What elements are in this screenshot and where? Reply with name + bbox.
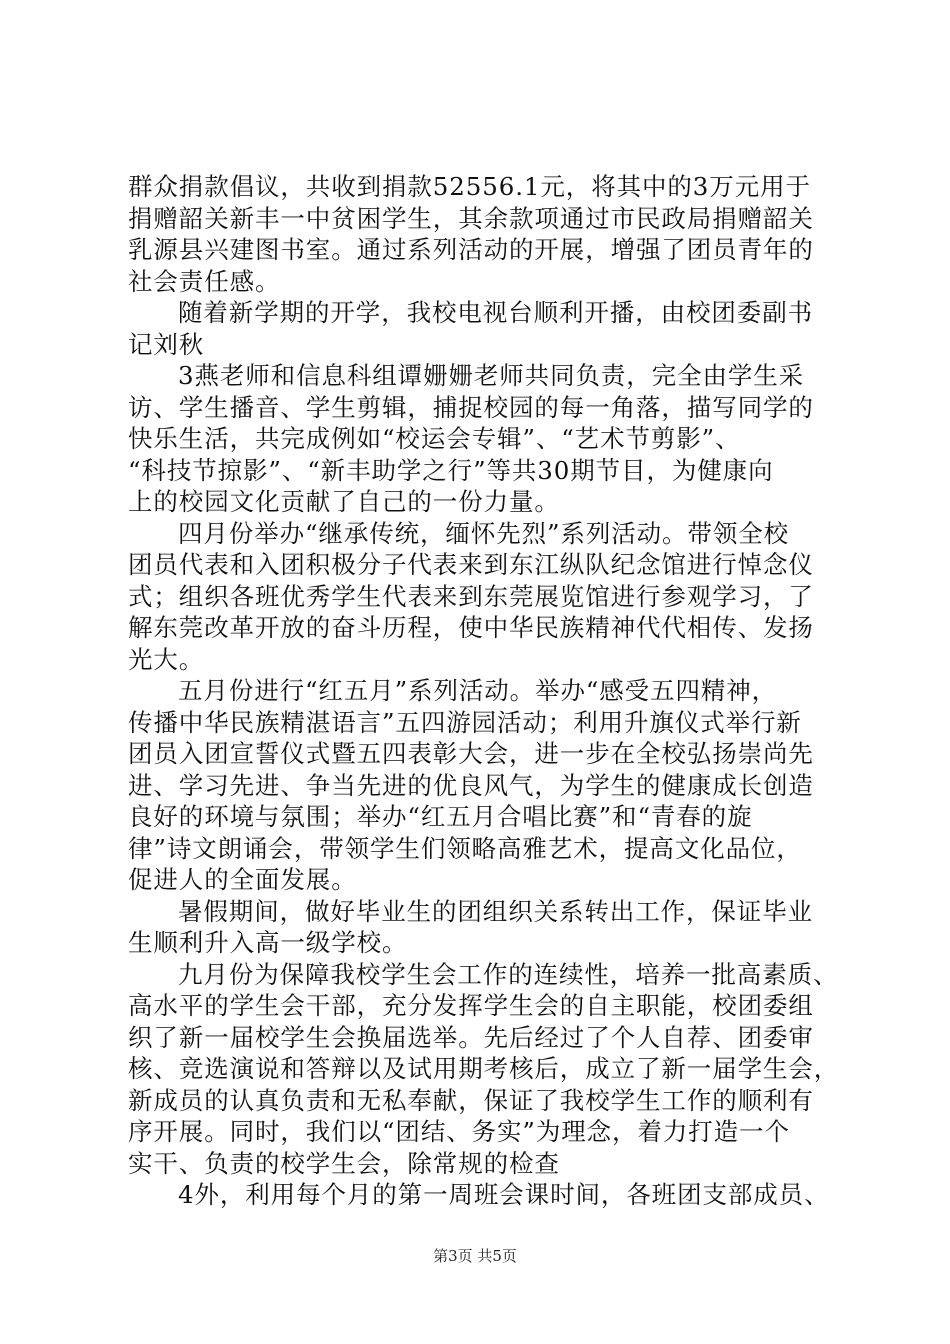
- text-line: 高水平的学生会干部，充分发挥学生会的自主职能，校团委组: [128, 991, 814, 1020]
- text-line: 社会责任感。: [128, 266, 281, 296]
- text-line: 新成员的认真负责和无私奉献，保证了我校学生工作的顺利有: [128, 1085, 814, 1115]
- text-line: 促进人的全面发展。: [128, 865, 357, 894]
- text-line: “科技节掠影”、“新丰助学之行”等共30期节目，为健康向: [128, 455, 774, 485]
- text-line: 4外，利用每个月的第一周班会课时间，各班团支部成员、: [178, 1180, 830, 1209]
- text-line: 核、竞选演说和答辩以及试用期考核后，成立了新一届学生会，: [128, 1054, 840, 1083]
- text-line: 团员入团宣誓仪式暨五四表彰大会，进一步在全校弘扬崇尚先: [128, 739, 814, 768]
- text-line: 团员代表和入团积极分子代表来到东江纵队纪念馆进行悼念仪: [128, 550, 814, 579]
- text-line: 良好的环境与氛围；举办“红五月合唱比赛”和“青春的旋: [128, 802, 753, 831]
- text-line: 式；组织各班优秀学生代表来到东莞展览馆进行参观学习，了: [128, 581, 814, 611]
- text-line: 访、学生播音、学生剪辑，捕捉校园的每一角落，描写同学的: [128, 392, 814, 422]
- text-line: 光大。: [128, 644, 205, 674]
- text-line: 进、学习先进、争当先进的优良风气，为学生的健康成长创造: [128, 770, 814, 800]
- text-line: 四月份举办“继承传统，缅怀先烈”系列活动。带领全校: [178, 518, 790, 548]
- text-line: 暑假期间，做好毕业生的团组织关系转出工作，保证毕业: [178, 896, 813, 926]
- text-line: 传播中华民族精湛语言”五四游园活动；利用升旗仪式举行新: [128, 707, 802, 737]
- text-line: 律”诗文朗诵会，带领学生们领略高雅艺术，提高文化品位，: [128, 833, 802, 863]
- text-line: 群众捐款倡议，共收到捐款52556.1元，将其中的3万元用于: [128, 172, 811, 201]
- text-line: 捐赠韶关新丰一中贫困学生，其余款项通过市民政局捐赠韶关: [128, 203, 814, 233]
- document-body: [128, 171, 840, 1211]
- text-line: 织了新一届校学生会换届选举。先后经过了个人自荐、团委审: [128, 1022, 814, 1052]
- text-line: 随着新学期的开学，我校电视台顺利开播，由校团委副书: [178, 298, 813, 327]
- text-line: 记刘秋: [128, 329, 205, 359]
- text-line: 九月份为保障我校学生会工作的连续性，培养一批高素质、: [178, 959, 839, 989]
- text-line: 快乐生活，共完成例如“校运会专辑”、“艺术节剪影”、: [128, 424, 741, 453]
- text-line: 乳源县兴建图书室。通过系列活动的开展，增强了团员青年的: [128, 235, 814, 264]
- text-line: 3燕老师和信息科组谭姗姗老师共同负责，完全由学生采: [178, 361, 805, 390]
- text-line: 五月份进行“红五月”系列活动。举办“感受五四精神，: [178, 676, 778, 705]
- text-line: 生顺利升入高一级学校。: [128, 928, 408, 957]
- page-footer: 第3页 共5页: [433, 1247, 517, 1265]
- text-line: 实干、负责的校学生会，除常规的检查: [128, 1148, 560, 1178]
- text-line: 上的校园文化贡献了自己的一份力量。: [128, 487, 560, 516]
- text-line: 序开展。同时，我们以“团结、务实”为理念，着力打造一个: [128, 1117, 790, 1146]
- text-line: 解东莞改革开放的奋斗历程，使中华民族精神代代相传、发扬: [128, 613, 814, 642]
